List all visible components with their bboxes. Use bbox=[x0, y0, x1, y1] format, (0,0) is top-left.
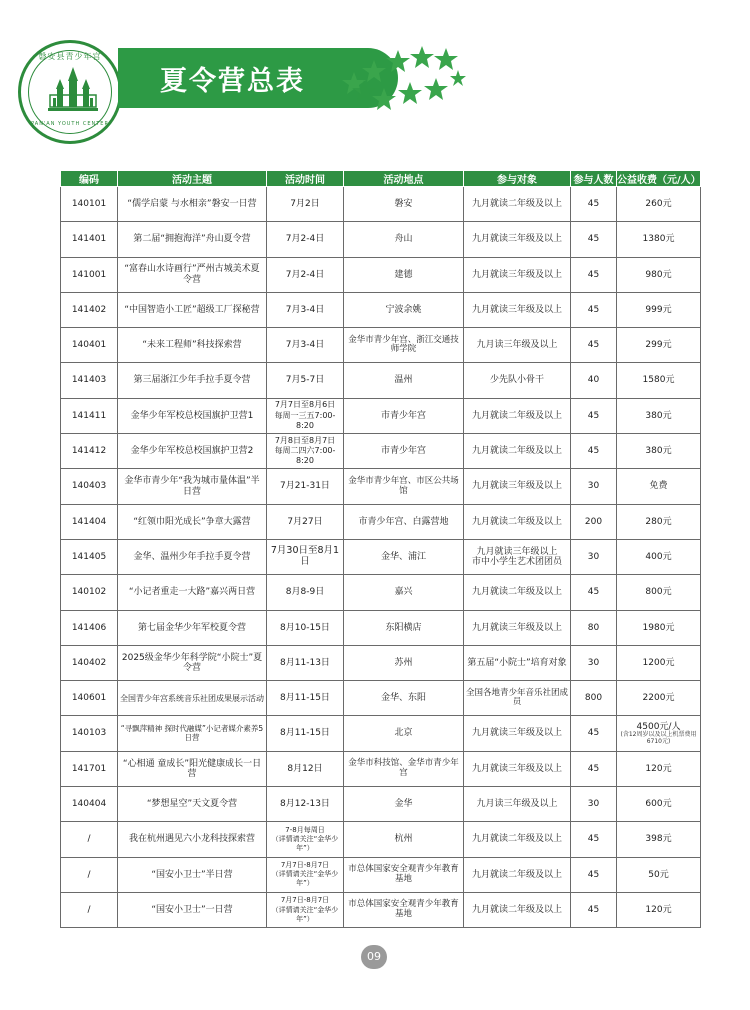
cell-count: 45 bbox=[571, 328, 617, 363]
table-row bbox=[61, 645, 701, 680]
cell-code: 140103 bbox=[61, 716, 118, 751]
cell-fee: 980元 bbox=[617, 257, 701, 292]
cell-code: / bbox=[61, 822, 118, 857]
cell-count: 45 bbox=[571, 292, 617, 327]
cell-place: 金华、东阳 bbox=[344, 681, 464, 716]
cell-place: 市青少年宫 bbox=[344, 398, 464, 433]
cell-theme: “未来工程师”科技探索营 bbox=[118, 328, 267, 363]
cell-code: 141401 bbox=[61, 222, 118, 257]
cell-theme: 2025级金华少年科学院“小院士”夏令营 bbox=[118, 645, 267, 680]
cell-code: 141403 bbox=[61, 363, 118, 398]
cell-target: 九月就读三年级以上 市中小学生艺术团团员 bbox=[464, 539, 571, 574]
cell-theme: “心相通 童成长”阳光健康成长一日营 bbox=[118, 751, 267, 786]
cell-code: 141701 bbox=[61, 751, 118, 786]
cell-fee: 299元 bbox=[617, 328, 701, 363]
cell-theme: 金华、温州少年手拉手夏令营 bbox=[118, 539, 267, 574]
table-row bbox=[61, 469, 701, 504]
table-row bbox=[61, 504, 701, 539]
cell-fee: 260元 bbox=[617, 187, 701, 222]
cell-fee: 380元 bbox=[617, 398, 701, 433]
cell-place: 金华市青少年宫、市区公共场馆 bbox=[344, 469, 464, 504]
cell-place: 苏州 bbox=[344, 645, 464, 680]
cell-target: 九月就读二年级及以上 bbox=[464, 857, 571, 892]
cell-place: 嘉兴 bbox=[344, 575, 464, 610]
cell-count: 45 bbox=[571, 187, 617, 222]
cell-time: 7月2-4日 bbox=[267, 257, 344, 292]
cell-target: 九月就读二年级及以上 bbox=[464, 434, 571, 469]
cell-count: 30 bbox=[571, 539, 617, 574]
cell-theme: “红领巾阳光成长”争章大露营 bbox=[118, 504, 267, 539]
cell-place: 市总体国家安全观青少年教育基地 bbox=[344, 892, 464, 927]
cell-time: 8月8-9日 bbox=[267, 575, 344, 610]
cell-target: 第五届“小院士”培育对象 bbox=[464, 645, 571, 680]
cell-fee: 600元 bbox=[617, 787, 701, 822]
cell-code: 140601 bbox=[61, 681, 118, 716]
header-time: 活动时间 bbox=[267, 171, 344, 187]
cell-fee: 1380元 bbox=[617, 222, 701, 257]
cell-code: 141406 bbox=[61, 610, 118, 645]
cell-target: 少先队小骨干 bbox=[464, 363, 571, 398]
cell-time: 7月2-4日 bbox=[267, 222, 344, 257]
cell-target: 九月就读二年级及以上 bbox=[464, 398, 571, 433]
cell-theme: “富春山水诗画行”严州古城美术夏令营 bbox=[118, 257, 267, 292]
cell-fee: 280元 bbox=[617, 504, 701, 539]
cell-code: 140402 bbox=[61, 645, 118, 680]
header-count: 参与人数 bbox=[571, 171, 617, 187]
cell-time: 7月5-7日 bbox=[267, 363, 344, 398]
cell-count: 200 bbox=[571, 504, 617, 539]
cell-target: 九月就读二年级及以上 bbox=[464, 892, 571, 927]
cell-time: 8月11-13日 bbox=[267, 645, 344, 680]
cell-code: 141405 bbox=[61, 539, 118, 574]
cell-target: 九月就读三年级及以上 bbox=[464, 751, 571, 786]
building-icon bbox=[47, 65, 99, 115]
table-row bbox=[61, 716, 701, 751]
cell-theme: 我在杭州遇见六小龙科技探索营 bbox=[118, 822, 267, 857]
cell-theme: 金华少年军校总校国旗护卫营2 bbox=[118, 434, 267, 469]
cell-count: 800 bbox=[571, 681, 617, 716]
fee-value: 4500元/人 bbox=[636, 721, 681, 732]
cell-place: 北京 bbox=[344, 716, 464, 751]
cell-theme: 全国青少年宫系统音乐社团成果展示活动 bbox=[118, 681, 267, 716]
cell-place: 市总体国家安全观青少年教育基地 bbox=[344, 857, 464, 892]
cell-fee: 免费 bbox=[617, 469, 701, 504]
table-row bbox=[61, 822, 701, 857]
cell-count: 80 bbox=[571, 610, 617, 645]
cell-count: 45 bbox=[571, 257, 617, 292]
header-place: 活动地点 bbox=[344, 171, 464, 187]
table-row bbox=[61, 610, 701, 645]
cell-count: 45 bbox=[571, 716, 617, 751]
cell-place: 宁波余姚 bbox=[344, 292, 464, 327]
header-fee: 公益收费（元/人） bbox=[617, 171, 701, 187]
cell-fee: 1580元 bbox=[617, 363, 701, 398]
cell-time: 7月21-31日 bbox=[267, 469, 344, 504]
cell-time: 7月7日至8月6日 每周一三五7:00-8:20 bbox=[267, 398, 344, 433]
cell-code: 140101 bbox=[61, 187, 118, 222]
cell-count: 30 bbox=[571, 645, 617, 680]
cell-time: 8月11-15日 bbox=[267, 681, 344, 716]
cell-time: 7月8日至8月7日 每周二四六7:00-8:20 bbox=[267, 434, 344, 469]
cell-theme: 金华少年军校总校国旗护卫营1 bbox=[118, 398, 267, 433]
cell-time: 8月10-15日 bbox=[267, 610, 344, 645]
cell-theme: “国安小卫士”一日营 bbox=[118, 892, 267, 927]
cell-place: 磐安 bbox=[344, 187, 464, 222]
cell-code: / bbox=[61, 892, 118, 927]
cell-fee: 999元 bbox=[617, 292, 701, 327]
cell-code: 141412 bbox=[61, 434, 118, 469]
cell-theme: “寻飘萍精神 探时代融媒”小记者媒介素养5日营 bbox=[118, 716, 267, 751]
cell-target: 九月就读三年级及以上 bbox=[464, 257, 571, 292]
cell-time: 7月27日 bbox=[267, 504, 344, 539]
cell-time: 7月3-4日 bbox=[267, 292, 344, 327]
summer-camp-table bbox=[60, 170, 701, 928]
cell-place: 温州 bbox=[344, 363, 464, 398]
cell-theme: 第三届浙江少年手拉手夏令营 bbox=[118, 363, 267, 398]
header-theme: 活动主题 bbox=[118, 171, 267, 187]
cell-code: 141411 bbox=[61, 398, 118, 433]
cell-theme: 金华市青少年“我为城市量体温”半日营 bbox=[118, 469, 267, 504]
cell-target: 九月读三年级及以上 bbox=[464, 787, 571, 822]
cell-time: 7月7日-8月7日 （详情请关注“金华少年”） bbox=[267, 892, 344, 927]
cell-place: 市青少年宫、白露营地 bbox=[344, 504, 464, 539]
cell-code: 141402 bbox=[61, 292, 118, 327]
logo-top-text: 磐安县青少年宫 bbox=[38, 52, 102, 61]
cell-target: 九月读三年级及以上 bbox=[464, 328, 571, 363]
cell-fee: 400元 bbox=[617, 539, 701, 574]
table-row bbox=[61, 257, 701, 292]
cell-target: 九月就读二年级及以上 bbox=[464, 187, 571, 222]
cell-target: 九月就读二年级及以上 bbox=[464, 822, 571, 857]
cell-time: 8月12-13日 bbox=[267, 787, 344, 822]
logo-bottom-text: PAN'AN YOUTH CENTER bbox=[31, 121, 109, 127]
cell-fee: 1200元 bbox=[617, 645, 701, 680]
cell-target: 九月就读三年级及以上 bbox=[464, 469, 571, 504]
cell-code: / bbox=[61, 857, 118, 892]
table-row bbox=[61, 292, 701, 327]
page-title: 夏令营总表 bbox=[160, 65, 305, 97]
cell-count: 45 bbox=[571, 222, 617, 257]
cell-fee: 800元 bbox=[617, 575, 701, 610]
page-number: 09 bbox=[361, 945, 387, 969]
cell-target: 九月就读三年级及以上 bbox=[464, 292, 571, 327]
cell-target: 全国各地青少年音乐社团成员 bbox=[464, 681, 571, 716]
fee-note: (含12周岁以及以上机票费用6710元) bbox=[620, 730, 697, 745]
cell-place: 东阳横店 bbox=[344, 610, 464, 645]
table-row bbox=[61, 751, 701, 786]
cell-time: 7月30日至8月1日 bbox=[267, 539, 344, 574]
cell-theme: “小记者重走一大路”嘉兴两日营 bbox=[118, 575, 267, 610]
cell-place: 金华市青少年宫、浙江交通技师学院 bbox=[344, 328, 464, 363]
cell-theme: “国安小卫士”半日营 bbox=[118, 857, 267, 892]
table-row bbox=[61, 857, 701, 892]
cell-fee: 120元 bbox=[617, 751, 701, 786]
cell-time: 7月2日 bbox=[267, 187, 344, 222]
cell-count: 45 bbox=[571, 751, 617, 786]
cell-count: 45 bbox=[571, 822, 617, 857]
cell-code: 141404 bbox=[61, 504, 118, 539]
table-row bbox=[61, 892, 701, 927]
table-header-row bbox=[61, 171, 701, 187]
cell-code: 140404 bbox=[61, 787, 118, 822]
cell-target: 九月就读三年级及以上 bbox=[464, 222, 571, 257]
cell-code: 141001 bbox=[61, 257, 118, 292]
table-row bbox=[61, 187, 701, 222]
cell-fee: 1980元 bbox=[617, 610, 701, 645]
table-row bbox=[61, 363, 701, 398]
cell-place: 建德 bbox=[344, 257, 464, 292]
cell-fee: 380元 bbox=[617, 434, 701, 469]
cell-target: 九月就读三年级及以上 bbox=[464, 610, 571, 645]
cell-theme: “中国智造小工匠”超级工厂探秘营 bbox=[118, 292, 267, 327]
cell-count: 30 bbox=[571, 469, 617, 504]
cell-place: 市青少年宫 bbox=[344, 434, 464, 469]
cell-fee bbox=[617, 716, 701, 751]
table-row bbox=[61, 398, 701, 433]
header-target: 参与对象 bbox=[464, 171, 571, 187]
cell-fee: 50元 bbox=[617, 857, 701, 892]
stars-decoration-icon bbox=[340, 38, 470, 118]
cell-count: 40 bbox=[571, 363, 617, 398]
table-row bbox=[61, 434, 701, 469]
cell-time: 8月12日 bbox=[267, 751, 344, 786]
cell-place: 舟山 bbox=[344, 222, 464, 257]
cell-place: 金华 bbox=[344, 787, 464, 822]
cell-count: 45 bbox=[571, 892, 617, 927]
table-row bbox=[61, 575, 701, 610]
cell-theme: 第二届“拥抱海洋”舟山夏令营 bbox=[118, 222, 267, 257]
cell-theme: “儒学启蒙 与水相亲”磐安一日营 bbox=[118, 187, 267, 222]
cell-time: 7月3-4日 bbox=[267, 328, 344, 363]
cell-count: 45 bbox=[571, 575, 617, 610]
cell-code: 140403 bbox=[61, 469, 118, 504]
cell-target: 九月就读二年级及以上 bbox=[464, 575, 571, 610]
cell-fee: 2200元 bbox=[617, 681, 701, 716]
cell-code: 140401 bbox=[61, 328, 118, 363]
cell-count: 45 bbox=[571, 398, 617, 433]
cell-place: 金华、浦江 bbox=[344, 539, 464, 574]
cell-count: 45 bbox=[571, 857, 617, 892]
cell-place: 金华市科技馆、金华市青少年宫 bbox=[344, 751, 464, 786]
cell-fee: 398元 bbox=[617, 822, 701, 857]
cell-count: 45 bbox=[571, 434, 617, 469]
table-row bbox=[61, 681, 701, 716]
table-row bbox=[61, 328, 701, 363]
cell-time: 7月7日-8月7日 （详情请关注“金华少年”） bbox=[267, 857, 344, 892]
table-row bbox=[61, 787, 701, 822]
cell-time: 7-8月每周日 （详情请关注“金华少年”） bbox=[267, 822, 344, 857]
cell-count: 30 bbox=[571, 787, 617, 822]
table-row bbox=[61, 222, 701, 257]
cell-place: 杭州 bbox=[344, 822, 464, 857]
cell-target: 九月就读三年级及以上 bbox=[464, 716, 571, 751]
youth-center-logo bbox=[18, 40, 122, 144]
table-row bbox=[61, 539, 701, 574]
cell-code: 140102 bbox=[61, 575, 118, 610]
cell-target: 九月就读二年级及以上 bbox=[464, 504, 571, 539]
header-code: 编码 bbox=[61, 171, 118, 187]
cell-time: 8月11-15日 bbox=[267, 716, 344, 751]
cell-theme: “梦想星空”天文夏令营 bbox=[118, 787, 267, 822]
cell-fee: 120元 bbox=[617, 892, 701, 927]
cell-theme: 第七届金华少年军校夏令营 bbox=[118, 610, 267, 645]
